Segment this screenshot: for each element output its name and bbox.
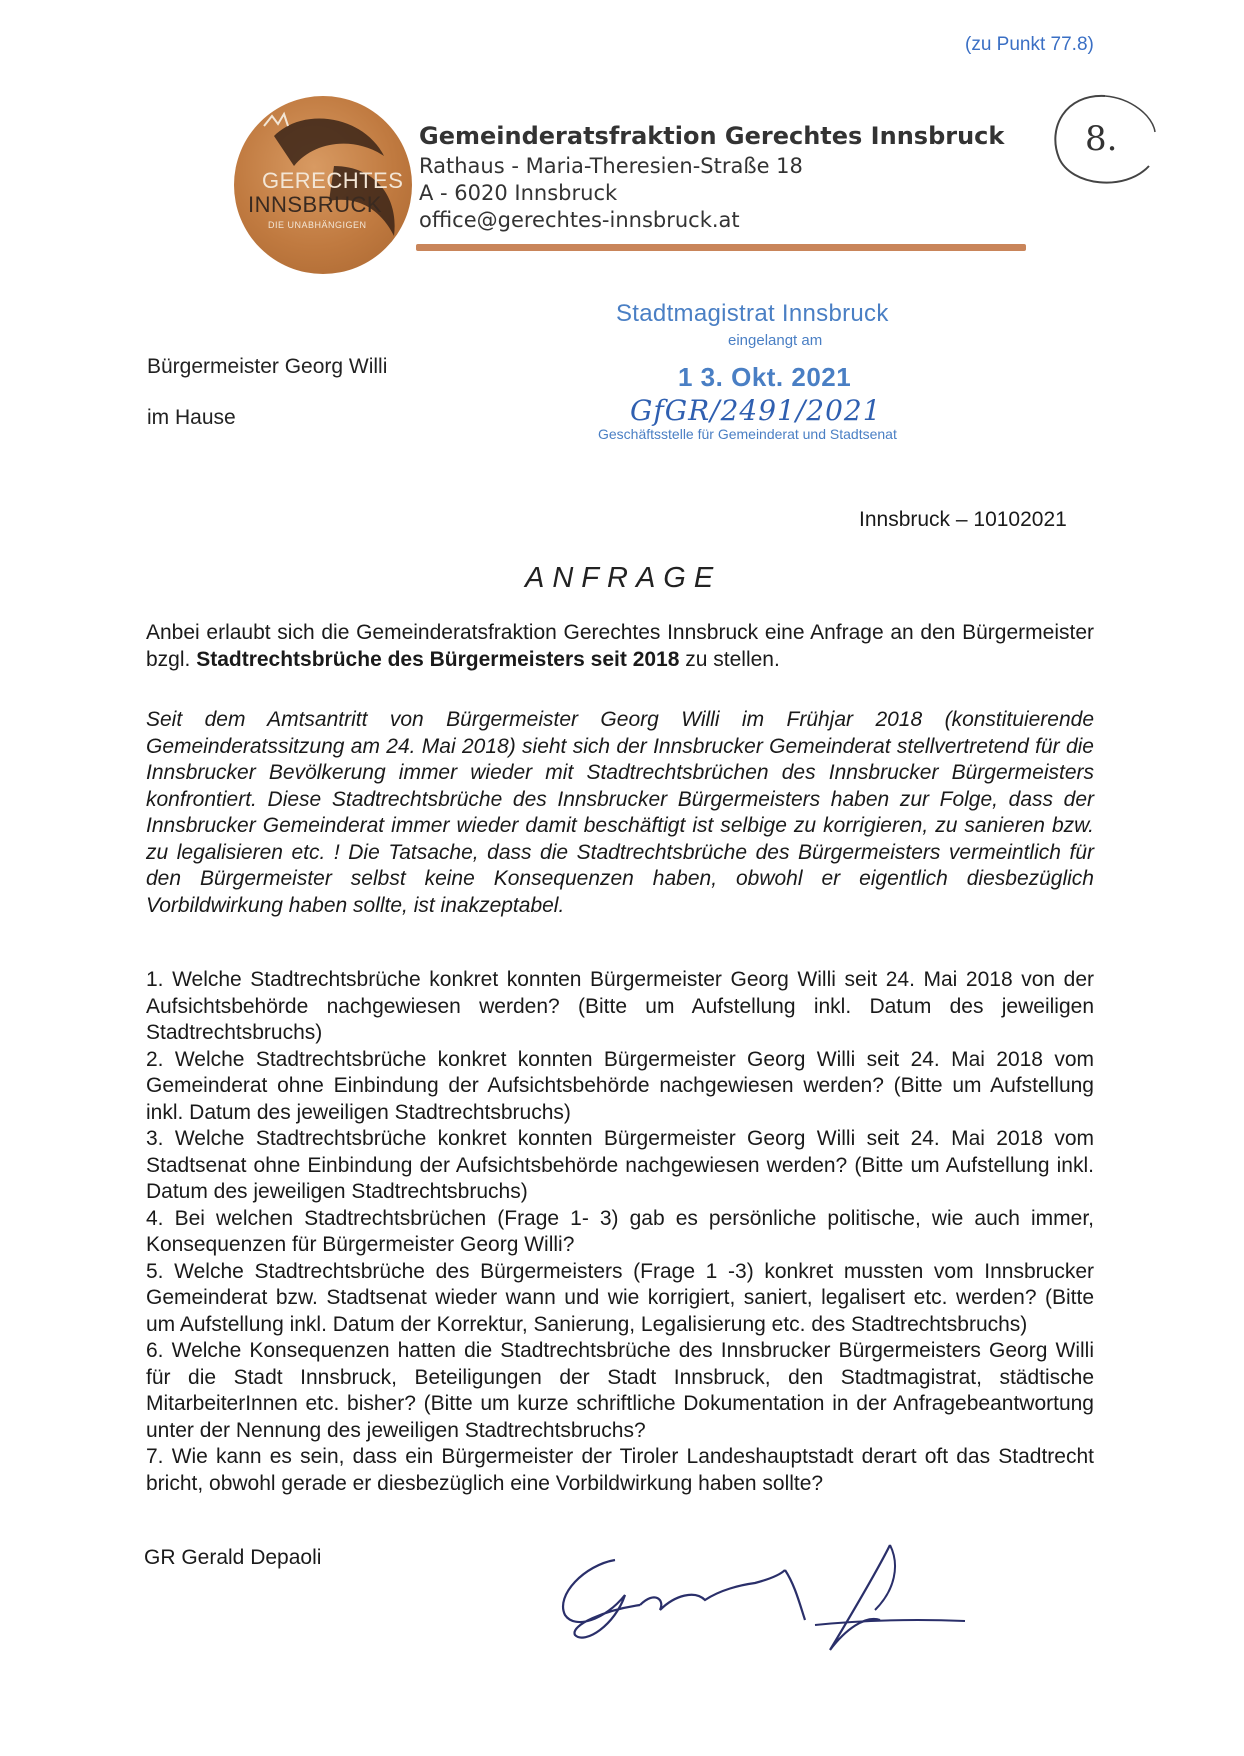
stamp-organization: Stadtmagistrat Innsbruck (616, 300, 889, 327)
stamp-file-number: GfGR/2491/2021 (630, 394, 882, 427)
stamp-received-label: eingelangt am (728, 332, 823, 349)
organization-name: Gemeinderatsfraktion Gerechtes Innsbruck (419, 122, 1005, 150)
stamp-office: Geschäftsstelle für Gemeinderat und Stadtsenat (598, 426, 897, 442)
handwritten-circle-number (1045, 88, 1157, 200)
address-line-2: A - 6020 Innsbruck (419, 181, 618, 205)
intro-paragraph (146, 620, 1094, 673)
received-stamp (598, 296, 898, 446)
question-item: 3. Welche Stadtrechtsbrüche konkret konnten Bürgermeister Georg Willi seit 24. Mai 2018 vom Stadtsenat ohne Einbindung der Aufsichtsbehörde nachgewiesen werden? (Bitte um Aufstellung inkl. Datum des jeweiligen Stadtrechtsbruchs) (146, 1127, 1094, 1203)
question-item: 2. Welche Stadtrechtsbrüche konkret konnten Bürgermeister Georg Willi seit 24. Mai 2018 vom Gemeinderat ohne Einbindung der Aufsichtsbehörde nachgewiesen werden? (Bitte um Aufstellung inkl. Datum des jeweiligen Stadtrechtsbruchs) (146, 1047, 1094, 1124)
logo-text-gerechtes: GERECHTES (262, 168, 404, 193)
intro-text-after: zu stellen. (679, 647, 780, 671)
handwritten-circle-icon (1045, 88, 1157, 200)
header-divider (416, 244, 1026, 251)
signer-name: GR Gerald Depaoli (144, 1546, 322, 1569)
intro-bold-subject: Stadtrechtsbrüche des Bürgermeisters seit 2018 (196, 647, 680, 671)
recipient-name: Bürgermeister Georg Willi (147, 355, 388, 378)
handwritten-signature (545, 1535, 995, 1665)
question-item: 5. Welche Stadtrechtsbrüche des Bürgermeisters (Frage 1 -3) konkret mussten vom Innsbrucker Gemeinderat bzw. Stadtsenat wieder wann und wie korrigiert, saniert, legalisert etc. werden? (Bitte um Aufstellung inkl. Datum der Korrektur, Sanierung, Legalisierung etc. des Stadtrechtsbruchs) (146, 1259, 1094, 1336)
reference-note: (zu Punkt 77.8) (965, 34, 1094, 55)
stamp-date: 1 3. Okt. 2021 (678, 362, 852, 392)
question-item: 6. Welche Konsequenzen hatten die Stadtrechtsbrüche des Innsbrucker Bürgermeisters Georg Willi für die Stadt Innsbruck, Beteiligungen der Stadt Innsbruck, den Stadtmagistrat, städtische MitarbeiterInnen etc. bisher? (Bitte um kurze schriftliche Dokumentation in der Anfragebeantwortung unter der Nennung des jeweiligen Stadtrechtsbruchs? (146, 1339, 1094, 1442)
party-logo (234, 96, 412, 274)
address-line-1: Rathaus - Maria-Theresien-Straße 18 (419, 154, 803, 178)
questions-list (146, 967, 1094, 1497)
document-title: ANFRAGE (525, 562, 722, 594)
question-item: 1. Welche Stadtrechtsbrüche konkret konnten Bürgermeister Georg Willi seit 24. Mai 2018 von der Aufsichtsbehörde nachgewiesen werden? (Bitte um Aufstellung inkl. Datum des jeweiligen Stadtrechtsbruchs) (146, 968, 1094, 1044)
question-item: 4. Bei welchen Stadtrechtsbrüchen (Frage 1- 3) gab es persönliche politische, wie auch immer, Konsequenzen für Bürgermeister Georg Willi? (146, 1206, 1094, 1256)
date-line: Innsbruck – 10102021 (859, 508, 1067, 531)
logo-text-innsbruck: INNSBRUCK (248, 192, 383, 217)
email-address: office@gerechtes-innsbruck.at (419, 208, 740, 232)
handwritten-number: 8. (1085, 119, 1118, 159)
statement-paragraph: Seit dem Amtsantritt von Bürgermeister Georg Willi im Frühjar 2018 (konstituierende Gemeinderatssitzung am 24. Mai 2018) sieht sich der Innsbrucker Gemeinderat stellvertretend für die Innsbrucker Bevölkerung immer wieder mit Stadtrechtsbrüchen des Innsbrucker Bürgermeisters konfrontiert. Diese Stadtrechtsbrüche des Innsbrucker Bürgermeisters haben zur Folge, dass der Innsbrucker Gemeinderat immer wieder damit beschäftigt ist selbige zu korrigieren, zu sanieren bzw. zu legalisieren etc. ! Die Tatsache, dass die Stadtrechtsbrüche des Bürgermeisters vermeintlich für den Bürgermeister selbst keine Konsequenzen haben, obwohl er eigentlich diesbezüglich Vorbildwirkung haben sollte, ist inakzeptabel. (146, 708, 1094, 917)
intro-text-before: Anbei erlaubt sich die Gemeinderatsfraktion Gerechtes Innsbruck eine Anfrage an den Bürgermeister bzgl. (146, 621, 1094, 671)
recipient-location: im Hause (147, 406, 236, 429)
signature-icon (545, 1535, 995, 1665)
logo-tagline: DIE UNABHÄNGIGEN (268, 220, 367, 230)
question-item: 7. Wie kann es sein, dass ein Bürgermeister der Tiroler Landeshauptstadt derart oft das Stadtrecht bricht, obwohl gerade er diesbezüglich eine Vorbildwirkung haben sollte? (146, 1445, 1094, 1495)
